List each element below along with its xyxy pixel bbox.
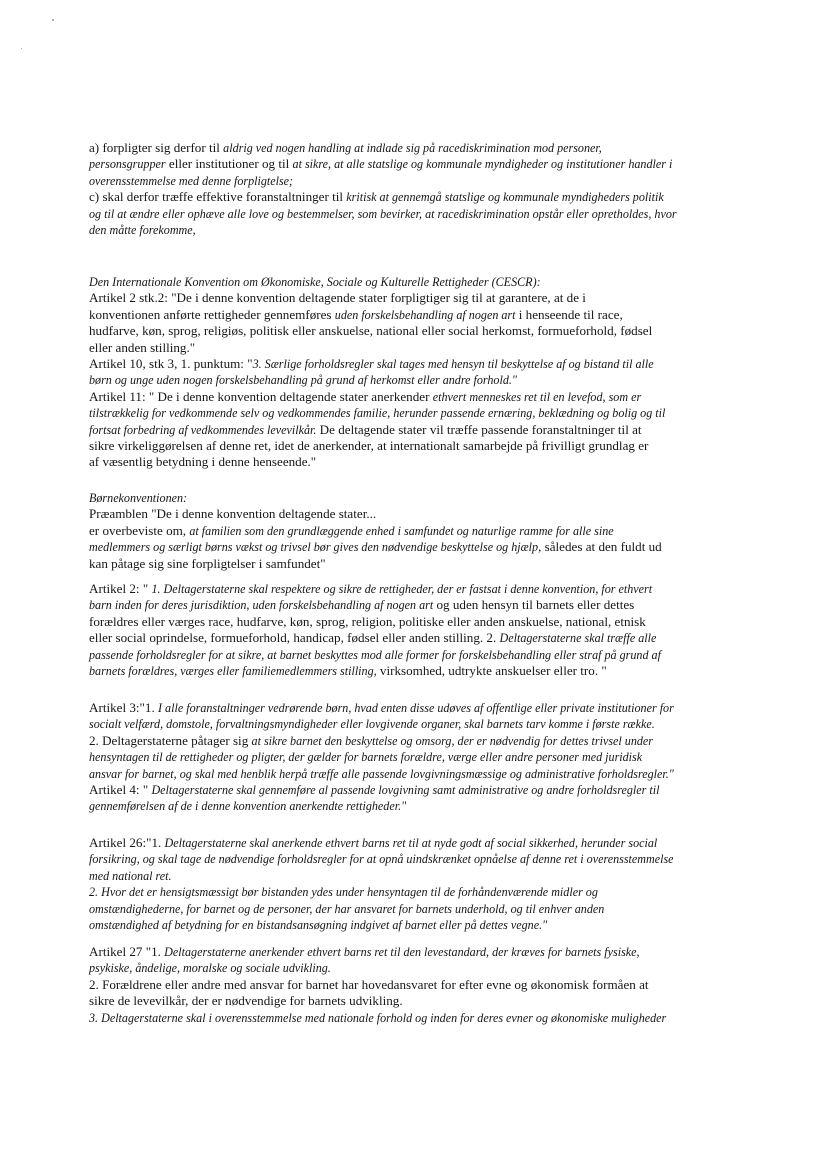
text-line (89, 539, 729, 555)
text-line (89, 323, 729, 339)
italic-run: socialt velfærd, domstole, forvaltningsmyndigheder eller lovgivende organer, skal barnets tarv komme i første række. (89, 717, 655, 732)
text-line (89, 372, 729, 388)
italic-run: overensstemmelse med denne forpligtelse; (89, 173, 294, 188)
text-line (89, 716, 729, 732)
text-run: Artikel 2 stk.2: "De i denne konvention deltagende stater forpligtiger sig til at garantere, at de i (89, 290, 586, 306)
italic-run: tilstrækkelig for vedkommende selv og vedkommendes familie, herunder passende ernæring, beklædning og bolig og til (89, 406, 666, 421)
italic-run: 2. Hvor det er hensigtsmæssigt bør bistanden ydes under hensyntagen til de forhåndenværende midler og (89, 885, 598, 900)
italic-run: medlemmers og særligt børns vækst og trivsel bør gives den nødvendige beskyttelse og hjælp (89, 540, 539, 555)
text-run: a) forpligter sig derfor til (89, 140, 224, 155)
text-line (89, 597, 729, 613)
italic-run: passende forholdsregler for at sikre, at barnet beskyttes mod alle former for forskelsbehandling eller straf på grund af (89, 647, 661, 662)
text-line (89, 389, 729, 405)
text-line (89, 733, 729, 749)
text-line (89, 960, 729, 976)
italic-run: Deltagerstaterne anerkender ethvert barns ret til den levestandard, der kræves for barnets fysiske, (164, 945, 640, 959)
text-line (89, 663, 729, 679)
text-line (89, 405, 729, 421)
text-run: eller social oprindelse, formueforhold, handicap, fødsel eller anden stilling. 2. (89, 630, 500, 646)
text-run: De deltagende stater vil træffe passende foranstaltninger til at (316, 421, 642, 437)
text-run: er overbeviste om, (89, 522, 190, 538)
text-line (89, 206, 729, 222)
text-run: Artikel 26:"1. (89, 835, 165, 850)
italic-run: ethvert menneskes ret til en levefod, som er (432, 389, 642, 404)
text-line (89, 749, 729, 765)
italic-run: barn inden for deres jurisdiktion, uden forskelsbehandling af nogen art (89, 598, 434, 613)
italic-run: hensyntagen til de rettigheder og pligter, der gælder for barnets forældre, værge eller andre personer med juridisk (89, 750, 643, 765)
italic-run: 3. Særlige forholdsregler skal tages med hensyn til beskyttelse af og bistand til alle (252, 357, 654, 372)
text-run: Artikel 2: " (89, 581, 152, 596)
italic-run: omstændighed af betydning for en bistandsansøgning indgivet af barnet eller på dettes vegne." (89, 918, 548, 933)
italic-run: at sikre barnet den beskyttelse og omsorg, der er nødvendig for dettes trivsel under (251, 733, 653, 748)
text-line (89, 422, 729, 438)
italic-run: uden forskelsbehandling af nogen art (334, 307, 516, 322)
text-run: virksomhed, udtrykte anskuelser eller tro. " (376, 663, 607, 679)
italic-run: 3. Deltagerstaterne skal i overensstemmelse med nationale forhold og inden for deres evner og økonomiske muligheder (89, 1010, 667, 1025)
italic-run: omstændighederne, for barnet og de personer, der har ansvaret for barnets underhold, og til enhver anden (89, 901, 605, 916)
text-line (89, 977, 729, 993)
text-block-cerd (89, 140, 729, 238)
text-line (89, 944, 729, 960)
italic-run: Den Internationale Konvention om Økonomiske, Sociale og Kulturelle Rettigheder (CESCR): (89, 275, 541, 289)
text-run: og uden hensyn til barnets eller dettes (433, 597, 635, 613)
text-line (89, 156, 729, 172)
text-run: 2. Deltagerstaterne påtager sig (89, 732, 252, 748)
text-run: konventionen anførte rettigheder gennemføres (89, 306, 335, 322)
text-line (89, 614, 729, 630)
italic-run: psykiske, åndelige, moralske og sociale udvikling. (89, 961, 331, 976)
italic-run: Deltagerstaterne skal gennemføre al passende lovgivning samt administrative og andre forholdsregler til (151, 783, 660, 798)
text-line (89, 490, 729, 506)
text-line (89, 523, 729, 539)
text-line (89, 782, 729, 798)
italic-run: med national ret. (89, 868, 172, 883)
paragraph (89, 140, 729, 238)
italic-run: Børnekonventionen: (89, 491, 188, 505)
text-line (89, 506, 729, 522)
text-block-boernekonvention (89, 490, 729, 572)
text-run: , således at den fuldt ud (538, 539, 662, 555)
text-line (89, 901, 729, 917)
italic-run: og til at ændre eller ophæve alle love og bestemmelser, som bevirker, at racediskrimination opstår eller opretholdes, hvor (89, 206, 677, 221)
text-line (89, 798, 729, 814)
text-run: sikre de levevilkår, der er nødvendige for barnets udvikling. (89, 993, 403, 1009)
text-line (89, 851, 729, 867)
text-line (89, 290, 729, 306)
text-line (89, 340, 729, 356)
text-run: kan påtage sig sine forpligtelser i samfundet" (89, 555, 326, 571)
italic-run: I alle foranstaltninger vedrørende børn, hvad enten disse udøves af offentlige eller private institutioner for (158, 701, 674, 715)
text-line (89, 700, 729, 716)
italic-run: gennemførelsen af de i denne konvention anerkendte rettigheder." (89, 799, 407, 814)
text-line (89, 868, 729, 884)
text-line (89, 1010, 729, 1026)
text-line (89, 356, 729, 372)
italic-run: at sikre, at alle statslige og kommunale myndigheder og institutioner handler i (292, 157, 673, 172)
paragraph (89, 835, 729, 933)
italic-run: fortsat forbedring af vedkommendes levevilkår. (89, 422, 317, 437)
paragraph (89, 490, 729, 572)
italic-run: den måtte forekomme, (89, 223, 196, 238)
text-line (89, 556, 729, 572)
italic-run: at familien som den grundlæggende enhed i samfundet og naturlige ramme for alle sine (189, 523, 614, 538)
text-run: Artikel 10, stk 3, 1. punktum: " (89, 356, 253, 372)
text-run: forældres eller værges race, hudfarve, køn, sprog, religion, politiske eller anden anskuelse, national, etnisk (89, 613, 646, 629)
italic-run: barnets forældres, værges eller familiemedlemmers stilling, (89, 664, 377, 679)
text-block-cescr (89, 274, 729, 471)
text-run: Artikel 11: " De i denne konvention deltagende stater anerkender (89, 388, 433, 404)
text-line (89, 173, 729, 189)
italic-run: 1. Deltagerstaterne skal respektere og sikre de rettigheder, der er fastsat i denne konvention, for ethvert (151, 582, 653, 596)
text-line (89, 835, 729, 851)
text-block-artikel-3-4 (89, 700, 729, 815)
text-run: i henseende til race, (515, 306, 623, 322)
paragraph (89, 700, 729, 815)
text-run: 2. Forældrene eller andre med ansvar for barnet har hovedansvaret for efter evne og økonomisk formåen at (89, 976, 649, 992)
text-line (89, 189, 729, 205)
paragraph (89, 944, 729, 1026)
text-line (89, 140, 729, 156)
italic-run: børn og unge uden nogen forskelsbehandling på grund af herkomst eller andre forhold." (89, 373, 517, 388)
text-run: eller anden stilling." (89, 339, 196, 355)
text-run: sikre virkeliggørelsen af denne ret, idet de anerkender, at internationalt samarbejde på frivilligt grundlag er (89, 438, 649, 454)
text-line (89, 884, 729, 900)
scan-speck (52, 19, 54, 21)
text-line (89, 917, 729, 933)
text-line (89, 454, 729, 470)
text-run: Artikel 3:"1. (89, 700, 158, 715)
paragraph (89, 581, 729, 679)
text-run: hudfarve, køn, sprog, religiøs, politisk eller anskuelse, national eller social herkomst, formueforhold, fødsel (89, 323, 653, 339)
text-run: Artikel 4: " (89, 782, 152, 798)
text-line (89, 993, 729, 1009)
italic-run: Deltagerstaterne skal anerkende ethvert barns ret til at nyde godt af social sikkerhed, herunder social (164, 836, 658, 850)
italic-run: forsikring, og skal tage de nødvendige forholdsregler for at opnå uindskrænket opnåelse af denne ret i overensstemmelse (89, 852, 674, 867)
text-line (89, 438, 729, 454)
italic-run: ansvar for barnet, og skal med henblik herpå træffe alle passende lovgivningsmæssige og administrative forholdsregler." (89, 766, 674, 781)
text-block-artikel-2 (89, 581, 729, 679)
text-line (89, 647, 729, 663)
italic-run: personsgrupper (89, 157, 166, 172)
italic-run: kritisk at gennemgå statslige og kommunale myndigheders politik (346, 190, 664, 205)
text-line (89, 630, 729, 646)
scan-speck (21, 48, 22, 49)
italic-run: Deltagerstaterne skal træffe alle (499, 631, 657, 646)
text-run: Artikel 27 "1. (89, 944, 165, 959)
text-run: c) skal derfor træffe effektive foranstaltninger til (89, 189, 347, 205)
text-line (89, 222, 729, 238)
text-line (89, 581, 729, 597)
text-line (89, 274, 729, 290)
text-line (89, 307, 729, 323)
text-run: eller institutioner og til (165, 156, 293, 172)
paragraph (89, 274, 729, 471)
italic-run: aldrig ved nogen handling at indlade sig på racediskrimination mod personer, (223, 141, 602, 155)
text-run: af væsentlig betydning i denne henseende." (89, 454, 317, 470)
text-run: Præamblen "De i denne konvention deltagende stater... (89, 506, 377, 522)
text-block-artikel-26 (89, 835, 729, 933)
text-block-artikel-27 (89, 944, 729, 1026)
text-line (89, 766, 729, 782)
